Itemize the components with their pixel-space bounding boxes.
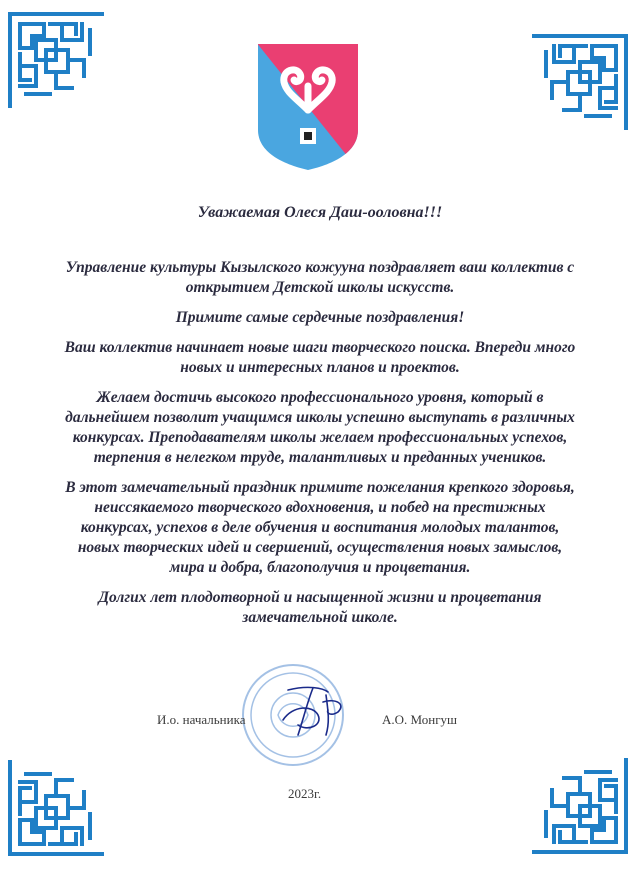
handwritten-signature xyxy=(268,680,358,740)
paragraph: Примите самые сердечные поздравления! xyxy=(175,309,465,326)
corner-ornament-top-right xyxy=(530,32,630,132)
corner-ornament-bottom-right xyxy=(530,756,630,856)
corner-ornament-top-left xyxy=(6,10,106,110)
greeting-heading: Уважаемая Олеся Даш-ооловна!!! xyxy=(197,204,443,221)
signatory-name: А.О. Монгуш xyxy=(382,712,458,727)
paragraph: Ваш коллектив начинает новые шаги творческого поиска. Впереди много новых и интересных планов и проектов. xyxy=(64,339,576,376)
paragraph: Долгих лет плодотворной и насыщенной жизни и процветания замечательной школе. xyxy=(98,589,542,626)
paragraph: В этот замечательный праздник примите пожелания крепкого здоровья, неиссякаемого творческого вдохновения, и побед на престижных конкурсах, успехов в деле обучения и воспитания молодых талантов, новых творческих идей и свершений, осуществления новых замыслов, мира и добра, благополучия и процветания. xyxy=(65,479,575,576)
letter-body xyxy=(60,258,580,638)
paragraph: Управление культуры Кызылского кожууна поздравляет ваш коллектив с открытием Детской школы искусств. xyxy=(65,259,575,296)
paragraph: Желаем достичь высокого профессионального уровня, который в дальнейшем позволит учащимся школы успешно выступать в различных конкурсах. Преподавателям школы желаем профессиональных успехов, терпения в нелегком труде, талантливых и преданных учеников. xyxy=(65,389,575,466)
signatory-title: И.о. начальника xyxy=(157,712,246,727)
year-label: 2023г. xyxy=(288,786,322,801)
coat-of-arms-emblem xyxy=(256,42,360,172)
corner-ornament-bottom-left xyxy=(6,758,106,858)
